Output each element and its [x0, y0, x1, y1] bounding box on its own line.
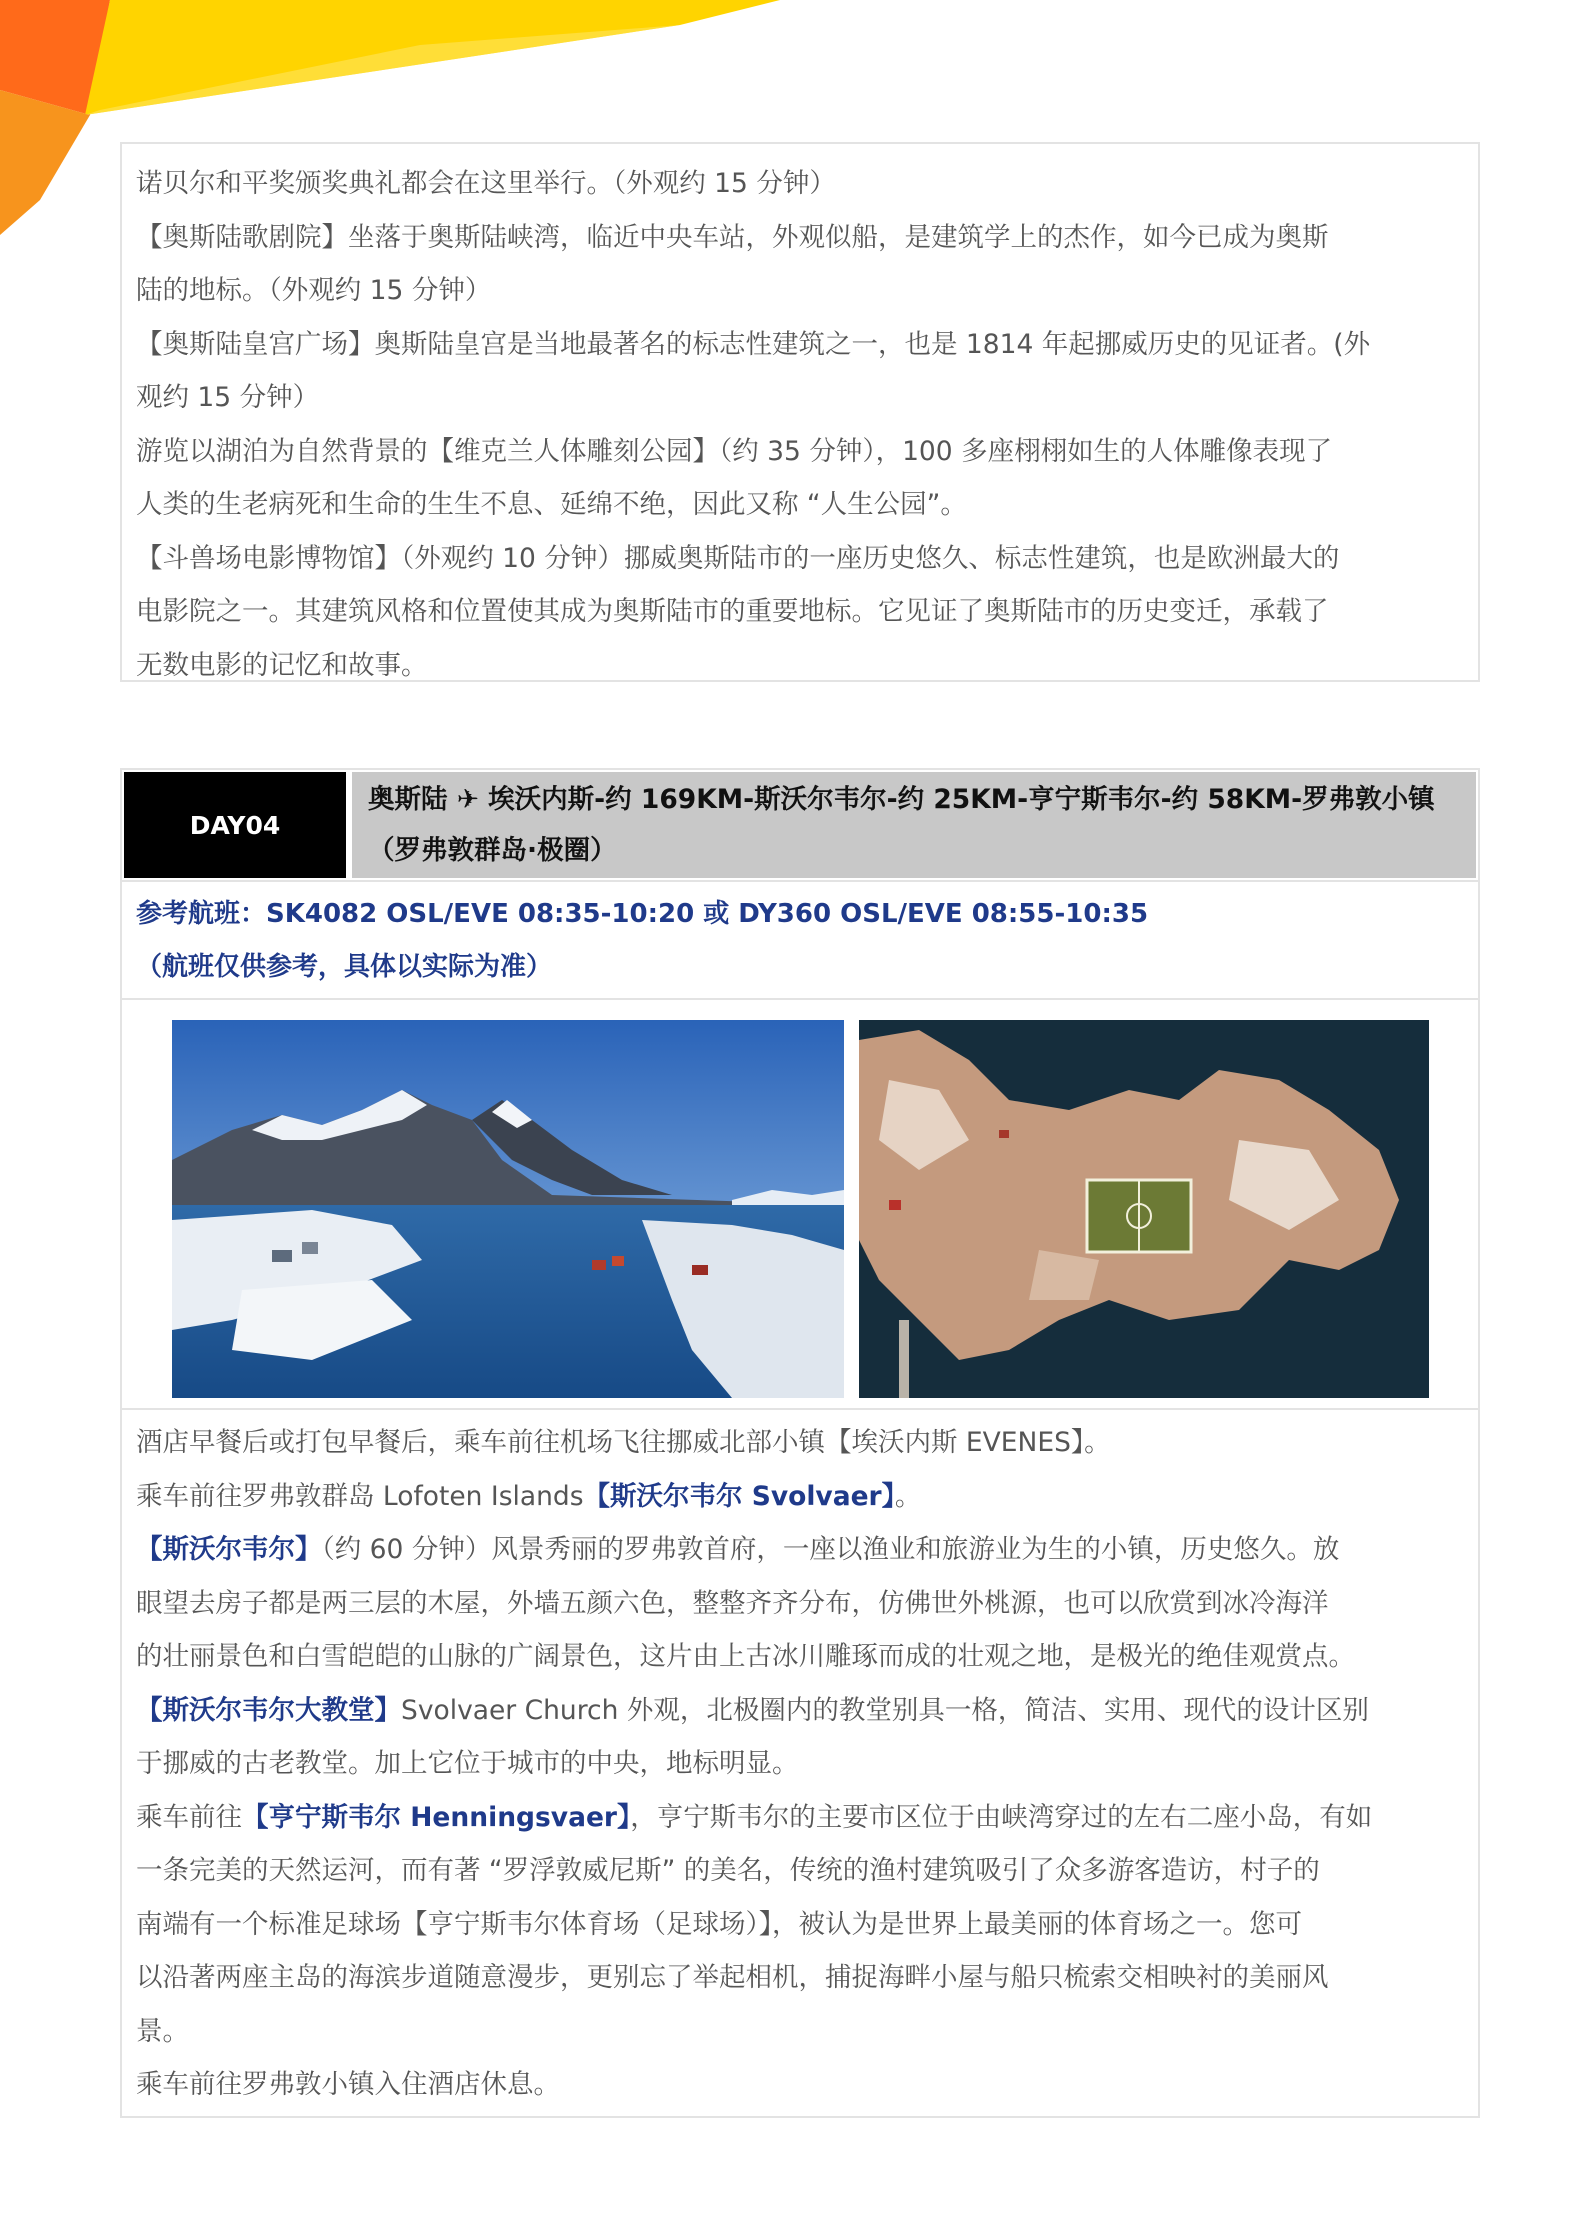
henningsvaer-stadium-aerial-photo — [859, 1020, 1429, 1398]
oslo-sights-text — [122, 144, 1478, 692]
text-line: 酒店早餐后或打包早餐后，乘车前往机场飞往挪威北部小镇【埃沃内斯 EVENES】。 — [136, 1427, 1111, 1458]
day-header — [122, 770, 1478, 882]
text-run: 。 — [894, 1480, 922, 1512]
text-line: 电影院之一。其建筑风格和位置使其成为奥斯陆市的重要地标。它见证了奥斯陆市的历史变迁，承载了 — [136, 596, 1329, 627]
text-line: 【斗兽场电影博物馆】（外观约 10 分钟）挪威奥斯陆市的一座历史悠久、标志性建筑，也是欧洲最大的 — [136, 542, 1340, 574]
text-line: 【奥斯陆皇宫广场】奥斯陆皇宫是当地最著名的标志性建筑之一，也是 1814 年起挪威历史的见证者。(外 — [136, 328, 1371, 360]
day-description — [122, 1410, 1478, 2112]
photo-row — [122, 1000, 1478, 1410]
text-run: 乘车前往罗弗敦群岛 Lofoten Islands — [136, 1480, 584, 1512]
highlight-place: 【斯沃尔韦尔大教堂】 — [136, 1694, 401, 1726]
text-line: 景。 — [136, 2015, 189, 2047]
flight-info — [122, 882, 1478, 1000]
text-line: 人类的生老病死和生命的生生不息、延绵不绝，因此又称 “人生公园”。 — [136, 489, 967, 520]
text-line: 陆的地标。（外观约 15 分钟） — [136, 275, 492, 306]
text-line — [136, 1523, 1464, 1577]
text-line: 的壮丽景色和白雪皑皑的山脉的广阔景色，这片由上古冰川雕琢而成的壮观之地，是极光的绝佳观赏点。 — [136, 1641, 1355, 1672]
text-line: 游览以湖泊为自然背景的【维克兰人体雕刻公园】（约 35 分钟），100 多座栩栩如生的人体雕像表现了 — [136, 435, 1333, 467]
text-line: 观约 15 分钟） — [136, 382, 320, 413]
route-title-line: 奥斯陆 ✈ 埃沃内斯-约 169KM-斯沃尔韦尔-约 25KM-亨宁斯韦尔-约 58KM-罗弗敦小镇 — [368, 784, 1435, 815]
day-route-title — [352, 772, 1476, 878]
text-run: ，亨宁斯韦尔的主要市区位于由峡湾穿过的左右二座小岛，有如 — [630, 1801, 1373, 1833]
text-line: 一条完美的天然运河，而有著 “罗浮敦威尼斯” 的美名，传统的渔村建筑吸引了众多游客造访，村子的 — [136, 1855, 1320, 1886]
text-line: 诺贝尔和平奖颁奖典礼都会在这里举行。（外观约 15 分钟） — [136, 168, 836, 199]
text-line: 【奥斯陆歌剧院】坐落于奥斯陆峡湾，临近中央车站，外观似船，是建筑学上的杰作，如今已成为奥斯 — [136, 221, 1329, 253]
text-line: 于挪威的古老教堂。加上它位于城市的中央，地标明显。 — [136, 1748, 799, 1779]
flight-note: （航班仅供参考，具体以实际为准） — [136, 952, 553, 982]
text-line — [136, 1470, 1464, 1524]
text-line: 无数电影的记忆和故事。 — [136, 649, 428, 681]
text-run: （约 60 分钟）风景秀丽的罗弗敦首府，一座以渔业和旅游业为生的小镇，历史悠久。放 — [321, 1534, 1340, 1565]
section-oslo-sights — [120, 142, 1480, 682]
flight-reference: 参考航班：SK4082 OSL/EVE 08:35-10:20 或 DY360 OSL/EVE 08:55-10:35 — [136, 899, 1149, 929]
highlight-place: 【斯沃尔韦尔】 — [136, 1534, 322, 1565]
highlight-place: 【亨宁斯韦尔 Henningsvaer】 — [242, 1801, 631, 1833]
text-line: 乘车前往罗弗敦小镇入住酒店休息。 — [136, 2069, 560, 2100]
text-run: Svolvaer Church 外观，北极圈内的教堂别具一格，简洁、实用、现代的设计区别 — [401, 1694, 1369, 1726]
day-label: DAY04 — [124, 772, 346, 878]
text-line: 以沿著两座主岛的海滨步道随意漫步，更别忘了举起相机，捕捉海畔小屋与船只梳索交相映衬的美丽风 — [136, 1962, 1329, 1993]
text-line — [136, 1791, 1464, 1845]
highlight-place: 【斯沃尔韦尔 Svolvaer】 — [583, 1480, 895, 1512]
text-run: 乘车前往 — [136, 1801, 242, 1833]
svolvaer-harbor-photo — [172, 1020, 844, 1398]
text-line: 南端有一个标准足球场【亨宁斯韦尔体育场（足球场）】，被认为是世界上最美丽的体育场之一。您可 — [136, 1908, 1302, 1940]
text-line — [136, 1684, 1464, 1738]
day04-section — [120, 768, 1480, 2118]
route-title-line: （罗弗敦群岛·极圈） — [368, 835, 617, 866]
text-line: 眼望去房子都是两三层的木屋，外墙五颜六色，整整齐齐分布，仿佛世外桃源，也可以欣赏到冰冷海洋 — [136, 1587, 1329, 1619]
